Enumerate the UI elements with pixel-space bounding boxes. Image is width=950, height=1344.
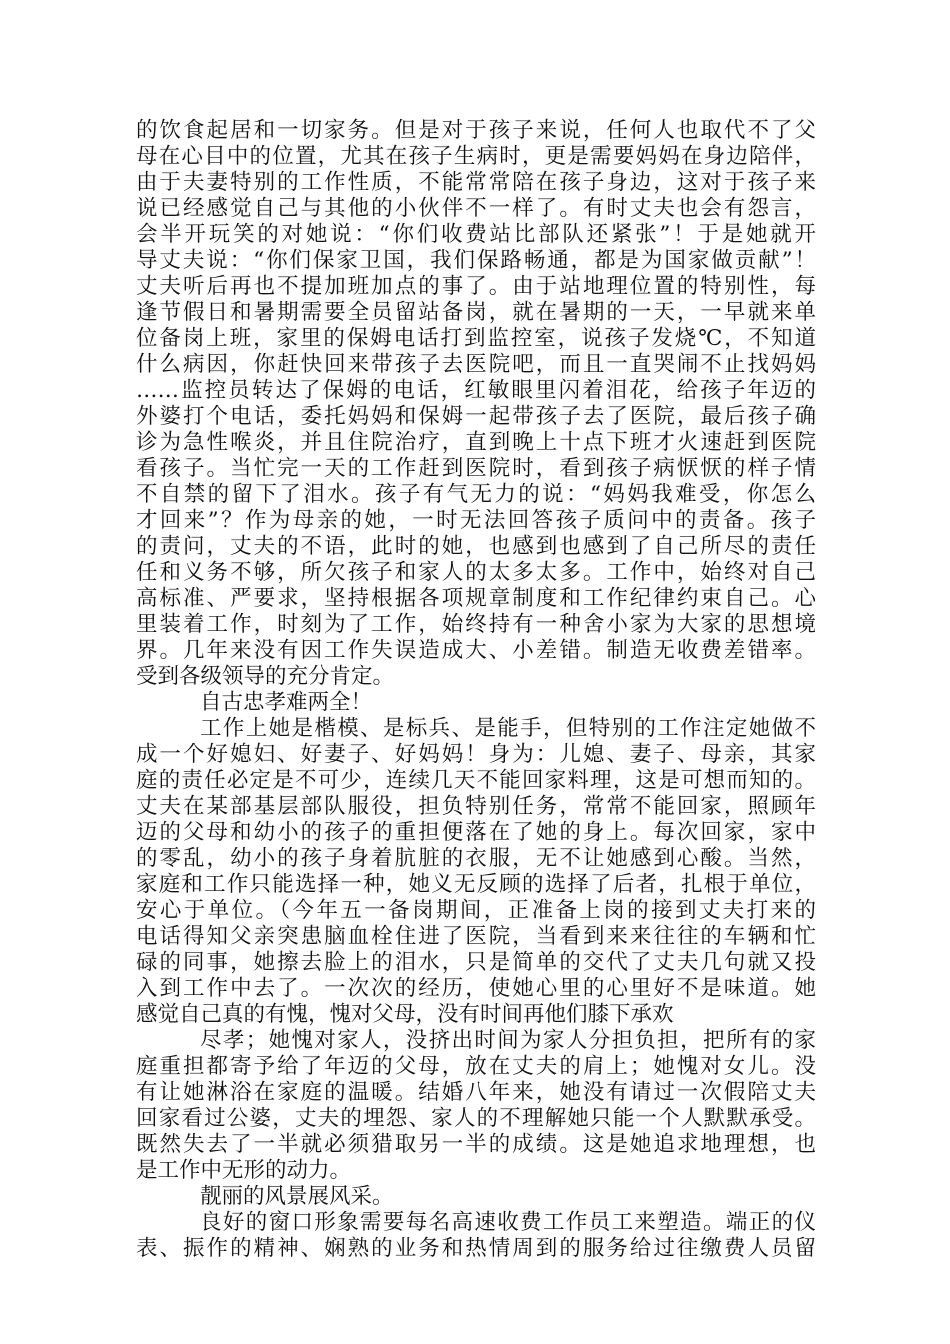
text-line: 丈夫在某部基层部队服役，担负特别任务，常常不能回家，照顾年 — [136, 794, 816, 819]
text-line: 看孩子。当忙完一天的工作赶到医院时，看到孩子病恹恹的样子情 — [136, 456, 816, 481]
text-line: 什么病因，你赶快回来带孩子去医院吧，而且一直哭闹不止找妈妈 — [136, 352, 816, 377]
text-line: 的零乱，幼小的孩子身着肮脏的衣服，无不让她感到心酸。当然， — [136, 846, 816, 871]
text-line: 的责问，丈夫的不语，此时的她，也感到也感到了自己所尽的责任 — [136, 534, 816, 559]
text-line: 工作上她是楷模、是标兵、是能手，但特别的工作注定她做不 — [200, 716, 816, 741]
text-line: 成一个好媳妇、好妻子、好妈妈！身为：儿媳、妻子、母亲，其家 — [136, 742, 816, 767]
text-line: 感觉自己真的有愧，愧对父母，没有时间再他们膝下承欢 — [136, 1002, 674, 1027]
text-line: 的饮食起居和一切家务。但是对于孩子来说，任何人也取代不了父 — [136, 118, 816, 143]
text-line: 导丈夫说：“你们保家卫国，我们保路畅通，都是为国家做贡献”！ — [136, 248, 816, 273]
text-line: 迈的父母和幼小的孩子的重担便落在了她的身上。每次回家，家中 — [136, 820, 816, 845]
text-line: ……监控员转达了保姆的电话，红敏眼里闪着泪花，给孩子年迈的 — [136, 378, 816, 403]
text-line: 尽孝；她愧对家人，没挤出时间为家人分担负担，把所有的家 — [200, 1028, 816, 1053]
text-line: 界。几年来没有因工作失误造成大、小差错。制造无收费差错率。 — [136, 638, 816, 663]
text-line: 受到各级领导的充分肯定。 — [136, 664, 395, 689]
text-line: 家庭和工作只能选择一种，她义无反顾的选择了后者，扎根于单位， — [136, 872, 816, 897]
text-line: 母在心目中的位置，尤其在孩子生病时，更是需要妈妈在身边陪伴， — [136, 144, 816, 169]
text-line: 良好的窗口形象需要每名高速收费工作员工来塑造。端正的仪 — [200, 1210, 816, 1235]
text-line: 诊为急性喉炎，并且住院治疗，直到晚上十点下班才火速赶到医院 — [136, 430, 816, 455]
text-line: 高标准、严要求，坚持根据各项规章制度和工作纪律约束自己。心 — [136, 586, 816, 611]
text-line: 入到工作中去了。一次次的经历，使她心里的心里好不是味道。她 — [136, 976, 816, 1001]
text-line: 里装着工作，时刻为了工作，始终持有一种舍小家为大家的思想境 — [136, 612, 816, 637]
text-line: 位备岗上班，家里的保姆电话打到监控室，说孩子发烧℃，不知道 — [136, 326, 816, 351]
text-line: 外婆打个电话，委托妈妈和保姆一起带孩子去了医院，最后孩子确 — [136, 404, 816, 429]
text-line: 庭重担都寄予给了年迈的父母，放在丈夫的肩上；她愧对女儿。没 — [136, 1054, 816, 1079]
body-text — [136, 118, 816, 1262]
text-line: 是工作中无形的动力。 — [136, 1158, 352, 1183]
text-line: 庭的责任必定是不可少，连续几天不能回家料理，这是可想而知的。 — [136, 768, 816, 793]
text-line: 才回来”？作为母亲的她，一时无法回答孩子质问中的责备。孩子 — [136, 508, 816, 533]
text-line: 自古忠孝难两全！ — [200, 690, 373, 715]
text-line: 电话得知父亲突患脑血栓住进了医院，当看到来来往往的车辆和忙 — [136, 924, 816, 949]
text-line: 表、振作的精神、娴熟的业务和热情周到的服务给过往缴费人员留 — [136, 1236, 816, 1261]
text-line: 安心于单位。（今年五一备岗期间，正准备上岗的接到丈夫打来的 — [136, 898, 816, 923]
text-line: 回家看过公婆，丈夫的埋怨、家人的不理解她只能一个人默默承受。 — [136, 1106, 816, 1131]
text-line: 任和义务不够，所欠孩子和家人的太多太多。工作中，始终对自己 — [136, 560, 816, 585]
text-line: 逢节假日和暑期需要全员留站备岗，就在暑期的一天，一早就来单 — [136, 300, 816, 325]
text-line: 靓丽的风景展风采。 — [200, 1184, 394, 1209]
text-line: 既然失去了一半就必须猎取另一半的成绩。这是她追求地理想，也 — [136, 1132, 816, 1157]
text-line: 碌的同事，她擦去脸上的泪水，只是简单的交代了丈夫几句就又投 — [136, 950, 816, 975]
text-line: 丈夫听后再也不提加班加点的事了。由于站地理位置的特别性，每 — [136, 274, 816, 299]
text-line: 说已经感觉自己与其他的小伙伴不一样了。有时丈夫也会有怨言， — [136, 196, 816, 221]
text-line: 由于夫妻特别的工作性质，不能常常陪在孩子身边，这对于孩子来 — [136, 170, 816, 195]
text-line: 不自禁的留下了泪水。孩子有气无力的说：“妈妈我难受，你怎么 — [136, 482, 816, 507]
text-line: 有让她淋浴在家庭的温暖。结婚八年来，她没有请过一次假陪丈夫 — [136, 1080, 816, 1105]
text-line: 会半开玩笑的对她说：“你们收费站比部队还紧张”！于是她就开 — [136, 222, 816, 247]
